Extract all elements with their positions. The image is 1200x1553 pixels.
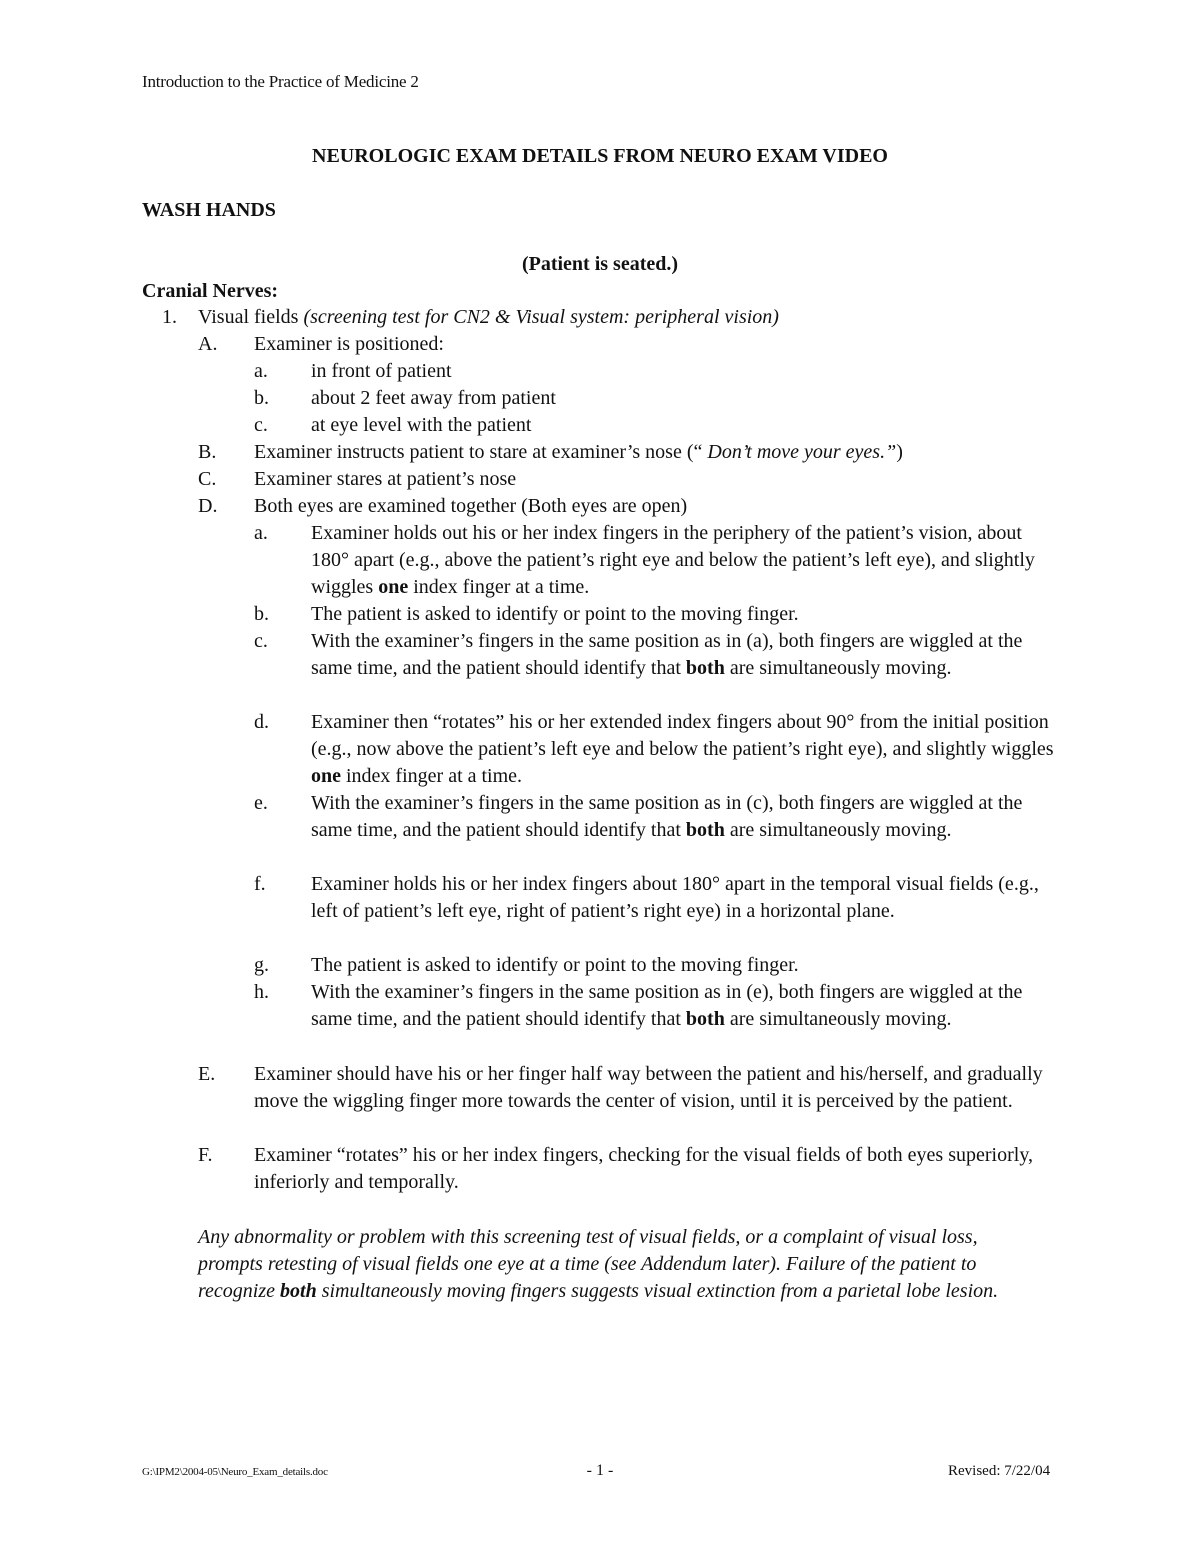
list-marker: F. xyxy=(198,1144,213,1166)
list-item-text: Examiner “rotates” his or her index fingers, checking for the visual fields of both eyes superiorly, inferiorly and temporally. xyxy=(254,1144,1034,1193)
note-text: Any abnormality or problem with this screening test of visual fields, or a complaint of visual loss, prompts retesting of visual fields one eye at a time (see Addendum later). Failure of the patient to recognize xyxy=(198,1226,978,1302)
item-text: are simultaneously moving. xyxy=(724,819,952,841)
item-bold-text: both xyxy=(685,819,725,841)
note-bold-text: both xyxy=(280,1280,317,1302)
list-item-text: at eye level with the patient xyxy=(311,414,532,436)
list-item-text xyxy=(311,520,1061,601)
list-item-text: The patient is asked to identify or point to the moving finger. xyxy=(311,603,799,625)
list-item-text: about 2 feet away from patient xyxy=(311,387,556,409)
note-text: simultaneously moving fingers suggests visual extinction from a parietal lobe lesion. xyxy=(316,1280,999,1302)
item-text: index finger at a time. xyxy=(408,576,590,598)
item-text: With the examiner’s fingers in the same position as in (c), both fingers are wiggled at the same time, and the patient should identify that xyxy=(311,792,1023,841)
item-text: Examiner instructs patient to stare at examiner’s nose (“ xyxy=(254,441,708,463)
list-item-text: The patient is asked to identify or point to the moving finger. xyxy=(311,954,799,976)
list-marker: g. xyxy=(254,954,269,976)
item-text: ) xyxy=(896,441,903,463)
list-item-text: in front of patient xyxy=(311,360,452,382)
list-item-text: Examiner is positioned: xyxy=(254,333,444,355)
list-marker: E. xyxy=(198,1063,216,1085)
list-marker: h. xyxy=(254,981,269,1003)
item-bold-text: both xyxy=(685,1008,725,1030)
list-item-text xyxy=(311,979,1061,1033)
footer-revised-date: Revised: 7/22/04 xyxy=(948,1463,1051,1479)
list-marker: c. xyxy=(254,414,268,436)
abnormality-note xyxy=(198,1224,1038,1305)
list-item-text: Examiner should have his or her finger half way between the patient and his/herself, and gradually move the wiggling finger more towards the center of vision, until it is perceived by the patient. xyxy=(254,1063,1043,1112)
list-item-text xyxy=(311,628,1061,682)
list-item-text xyxy=(311,790,1061,844)
list-marker: D. xyxy=(198,495,218,517)
list-marker: c. xyxy=(254,630,268,652)
footer-page-number: - 1 - xyxy=(586,1462,614,1479)
item-bold-text: both xyxy=(685,657,725,679)
footer-file-path: G:\IPM2\2004-05\Neuro_Exam_details.doc xyxy=(142,1466,328,1478)
item-text: index finger at a time. xyxy=(341,765,523,787)
item-text: Examiner holds out his or her index fingers in the periphery of the patient’s vision, about 180° apart (e.g., above the patient’s right eye and below the patient’s left eye), and slightly wiggles xyxy=(311,522,1035,598)
list-marker: e. xyxy=(254,792,268,814)
list-item-text: Examiner holds his or her index fingers about 180° apart in the temporal visual fields (e.g., left of patient’s left eye, right of patient’s right eye) in a horizontal plane. xyxy=(311,873,1039,922)
item-bold-text: one xyxy=(378,576,409,598)
item-text: are simultaneously moving. xyxy=(724,657,952,679)
list-marker: A. xyxy=(198,333,218,355)
list-marker: d. xyxy=(254,711,269,733)
patient-seated-note: (Patient is seated.) xyxy=(521,253,679,275)
running-header: Introduction to the Practice of Medicine 2 xyxy=(142,72,419,91)
list-marker: 1. xyxy=(162,306,177,328)
item-italic-text: Don’t move your eyes.” xyxy=(707,441,897,463)
list-marker: a. xyxy=(254,522,268,544)
item-text: are simultaneously moving. xyxy=(724,1008,952,1030)
list-item-text xyxy=(311,709,1061,790)
list-marker: B. xyxy=(198,441,217,463)
document-title: NEUROLOGIC EXAM DETAILS FROM NEURO EXAM VIDEO xyxy=(312,145,888,167)
section-heading: Cranial Nerves: xyxy=(142,280,279,302)
list-item-text: Examiner stares at patient’s nose xyxy=(254,468,517,490)
list-marker: a. xyxy=(254,360,268,382)
item-italic-text: (screening test for CN2 & Visual system: peripheral vision) xyxy=(303,306,779,328)
item-text: Examiner then “rotates” his or her extended index fingers about 90° from the initial position (e.g., now above the patient’s left eye and below the patient’s right eye), and slightly wiggles xyxy=(311,711,1054,760)
list-marker: C. xyxy=(198,468,217,490)
list-item-text xyxy=(254,439,1064,466)
list-item-text xyxy=(198,304,1078,331)
item-text: With the examiner’s fingers in the same position as in (a), both fingers are wiggled at the same time, and the patient should identify that xyxy=(311,630,1023,679)
list-item-text: Both eyes are examined together (Both eyes are open) xyxy=(254,495,688,517)
item-text: Visual fields xyxy=(198,306,304,328)
list-marker: f. xyxy=(254,873,266,895)
wash-hands-heading: WASH HANDS xyxy=(142,199,276,221)
list-marker: b. xyxy=(254,387,269,409)
item-bold-text: one xyxy=(311,765,341,787)
list-marker: b. xyxy=(254,603,269,625)
item-text: With the examiner’s fingers in the same position as in (e), both fingers are wiggled at the same time, and the patient should identify that xyxy=(311,981,1023,1030)
